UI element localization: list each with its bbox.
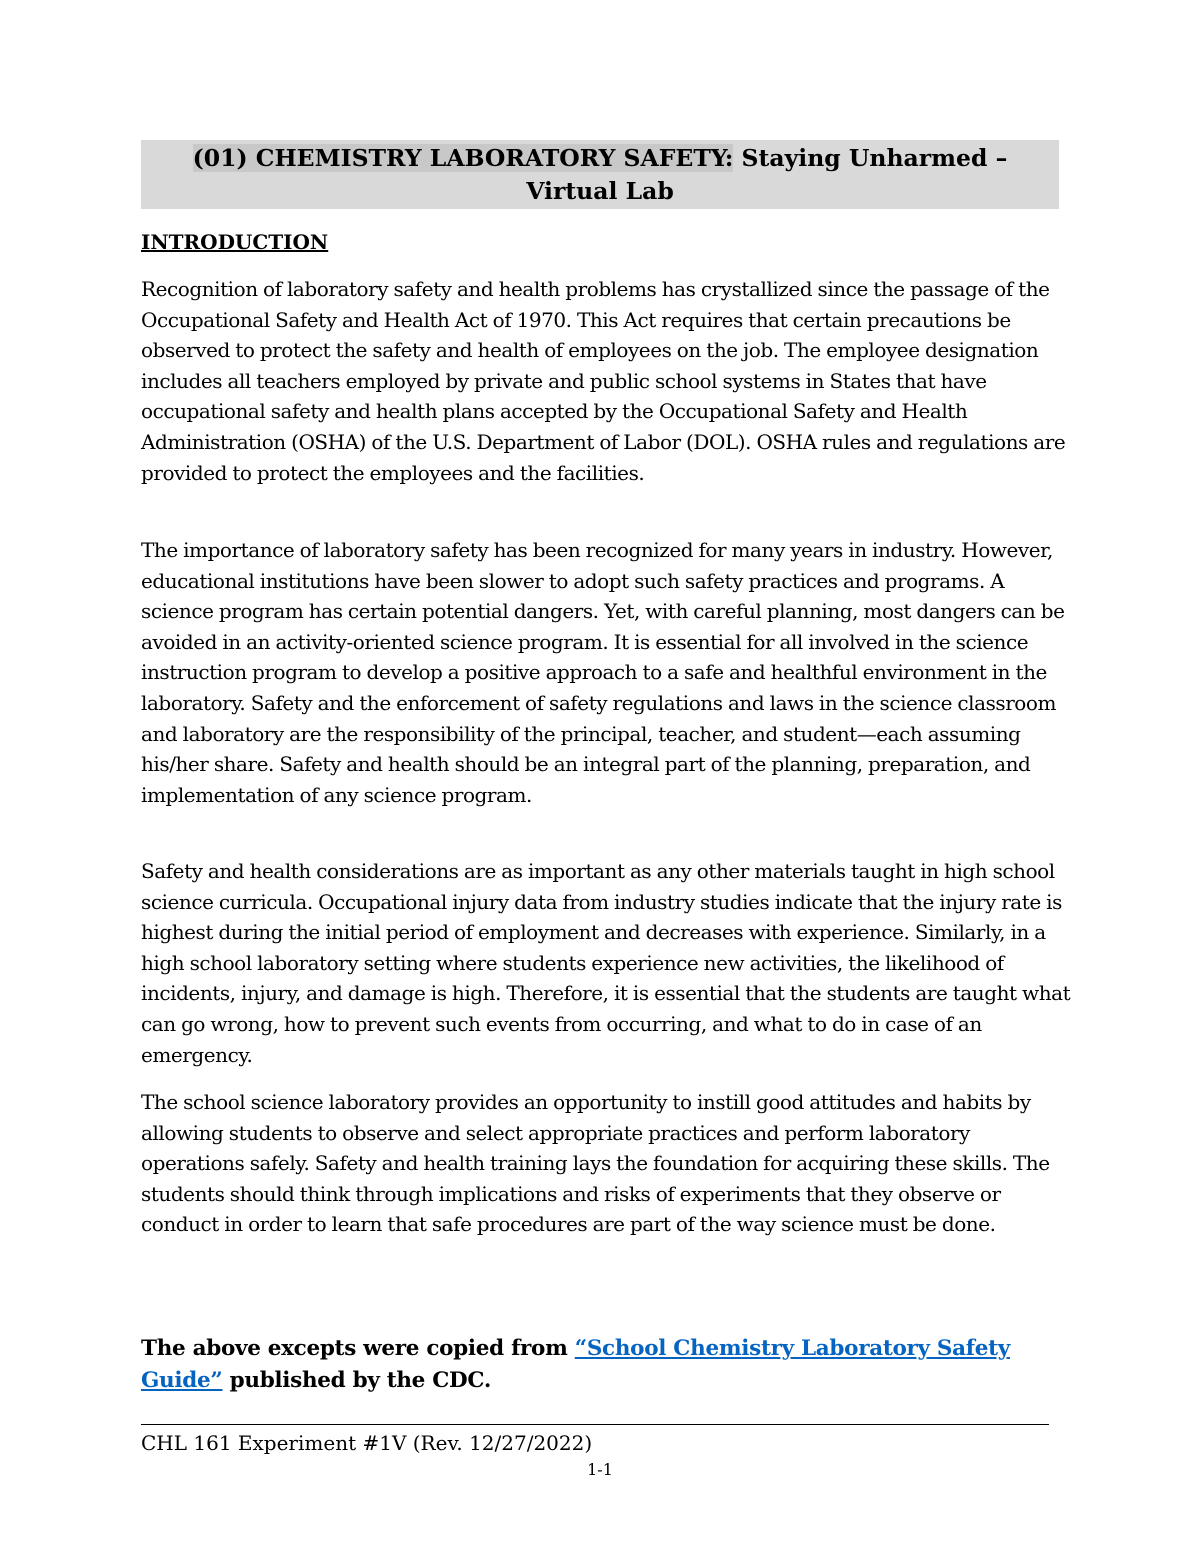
source-note-prefix: The above excepts were copied from — [141, 1336, 575, 1361]
source-note-suffix: published by the CDC. — [222, 1368, 492, 1393]
title-line2: Virtual Lab — [526, 177, 674, 205]
paragraph-1: Recognition of laboratory safety and health problems has crystallized since the passage of the Occupational Safety and Health Act of 1970. This Act requires that certain precautions be observed to protect the safety and health of employees on the job. The employee designation includes all teachers employed by private and public school systems in States that have occupational safety and health plans accepted by the Occupational Safety and Health Administration (OSHA) of the U.S. Department of Labor (DOL). OSHA rules and regulations are provided to protect the employees and the facilities. — [141, 277, 1066, 485]
paragraph-4: The school science laboratory provides an opportunity to instill good attitudes and habits by allowing students to observe and select appropriate practices and perform laboratory operations safely. Safety and health training lays the foundation for acquiring these skills. The students should think through implications and risks of experiments that they observe or conduct in order to learn that safe procedures are part of the way science must be done. — [141, 1090, 1050, 1237]
paragraph-3: Safety and health considerations are as important as any other materials taught in high school science curricula. Occupational injury data from industry studies indicate that the injury rate is highest during the initial period of employment and decreases with experience. Similarly, in a high school laboratory setting where students experience new activities, the likelihood of incidents, injury, and damage is high. Therefore, it is essential that the students are taught what can go wrong, how to prevent such events from occurring, and what to do in case of an emergency. — [141, 859, 1071, 1067]
paragraph-2: The importance of laboratory safety has been recognized for many years in industry. However, educational institutions have been slower to adopt such safety practices and programs. A science program has certain potential dangers. Yet, with careful planning, most dangers can be avoided in an activity-oriented science program. It is essential for all involved in the science instruction program to develop a positive approach to a safe and healthful environment in the laboratory. Safety and the enforcement of safety regulations and laws in the science classroom and laboratory are the responsibility of the principal, teacher, and student—each assuming his/her share. Safety and health should be an integral part of the planning, preparation, and implementation of any science program. — [141, 538, 1065, 807]
footer-divider — [141, 1424, 1049, 1425]
source-note — [141, 1333, 1061, 1397]
footer-experiment-label: CHL 161 Experiment #1V (Rev. 12/27/2022) — [141, 1431, 593, 1455]
cdc-guide-link[interactable]: “School Chemistry Laboratory Safety Guide” — [141, 1336, 1010, 1393]
title-rest-line1: Staying Unharmed – — [733, 144, 1008, 172]
page-number: 1-1 — [587, 1460, 613, 1479]
title-highlighted-part: (01) CHEMISTRY LABORATORY SAFETY: — [192, 144, 734, 172]
section-heading-introduction: INTRODUCTION — [141, 230, 329, 254]
document-title — [141, 140, 1059, 209]
